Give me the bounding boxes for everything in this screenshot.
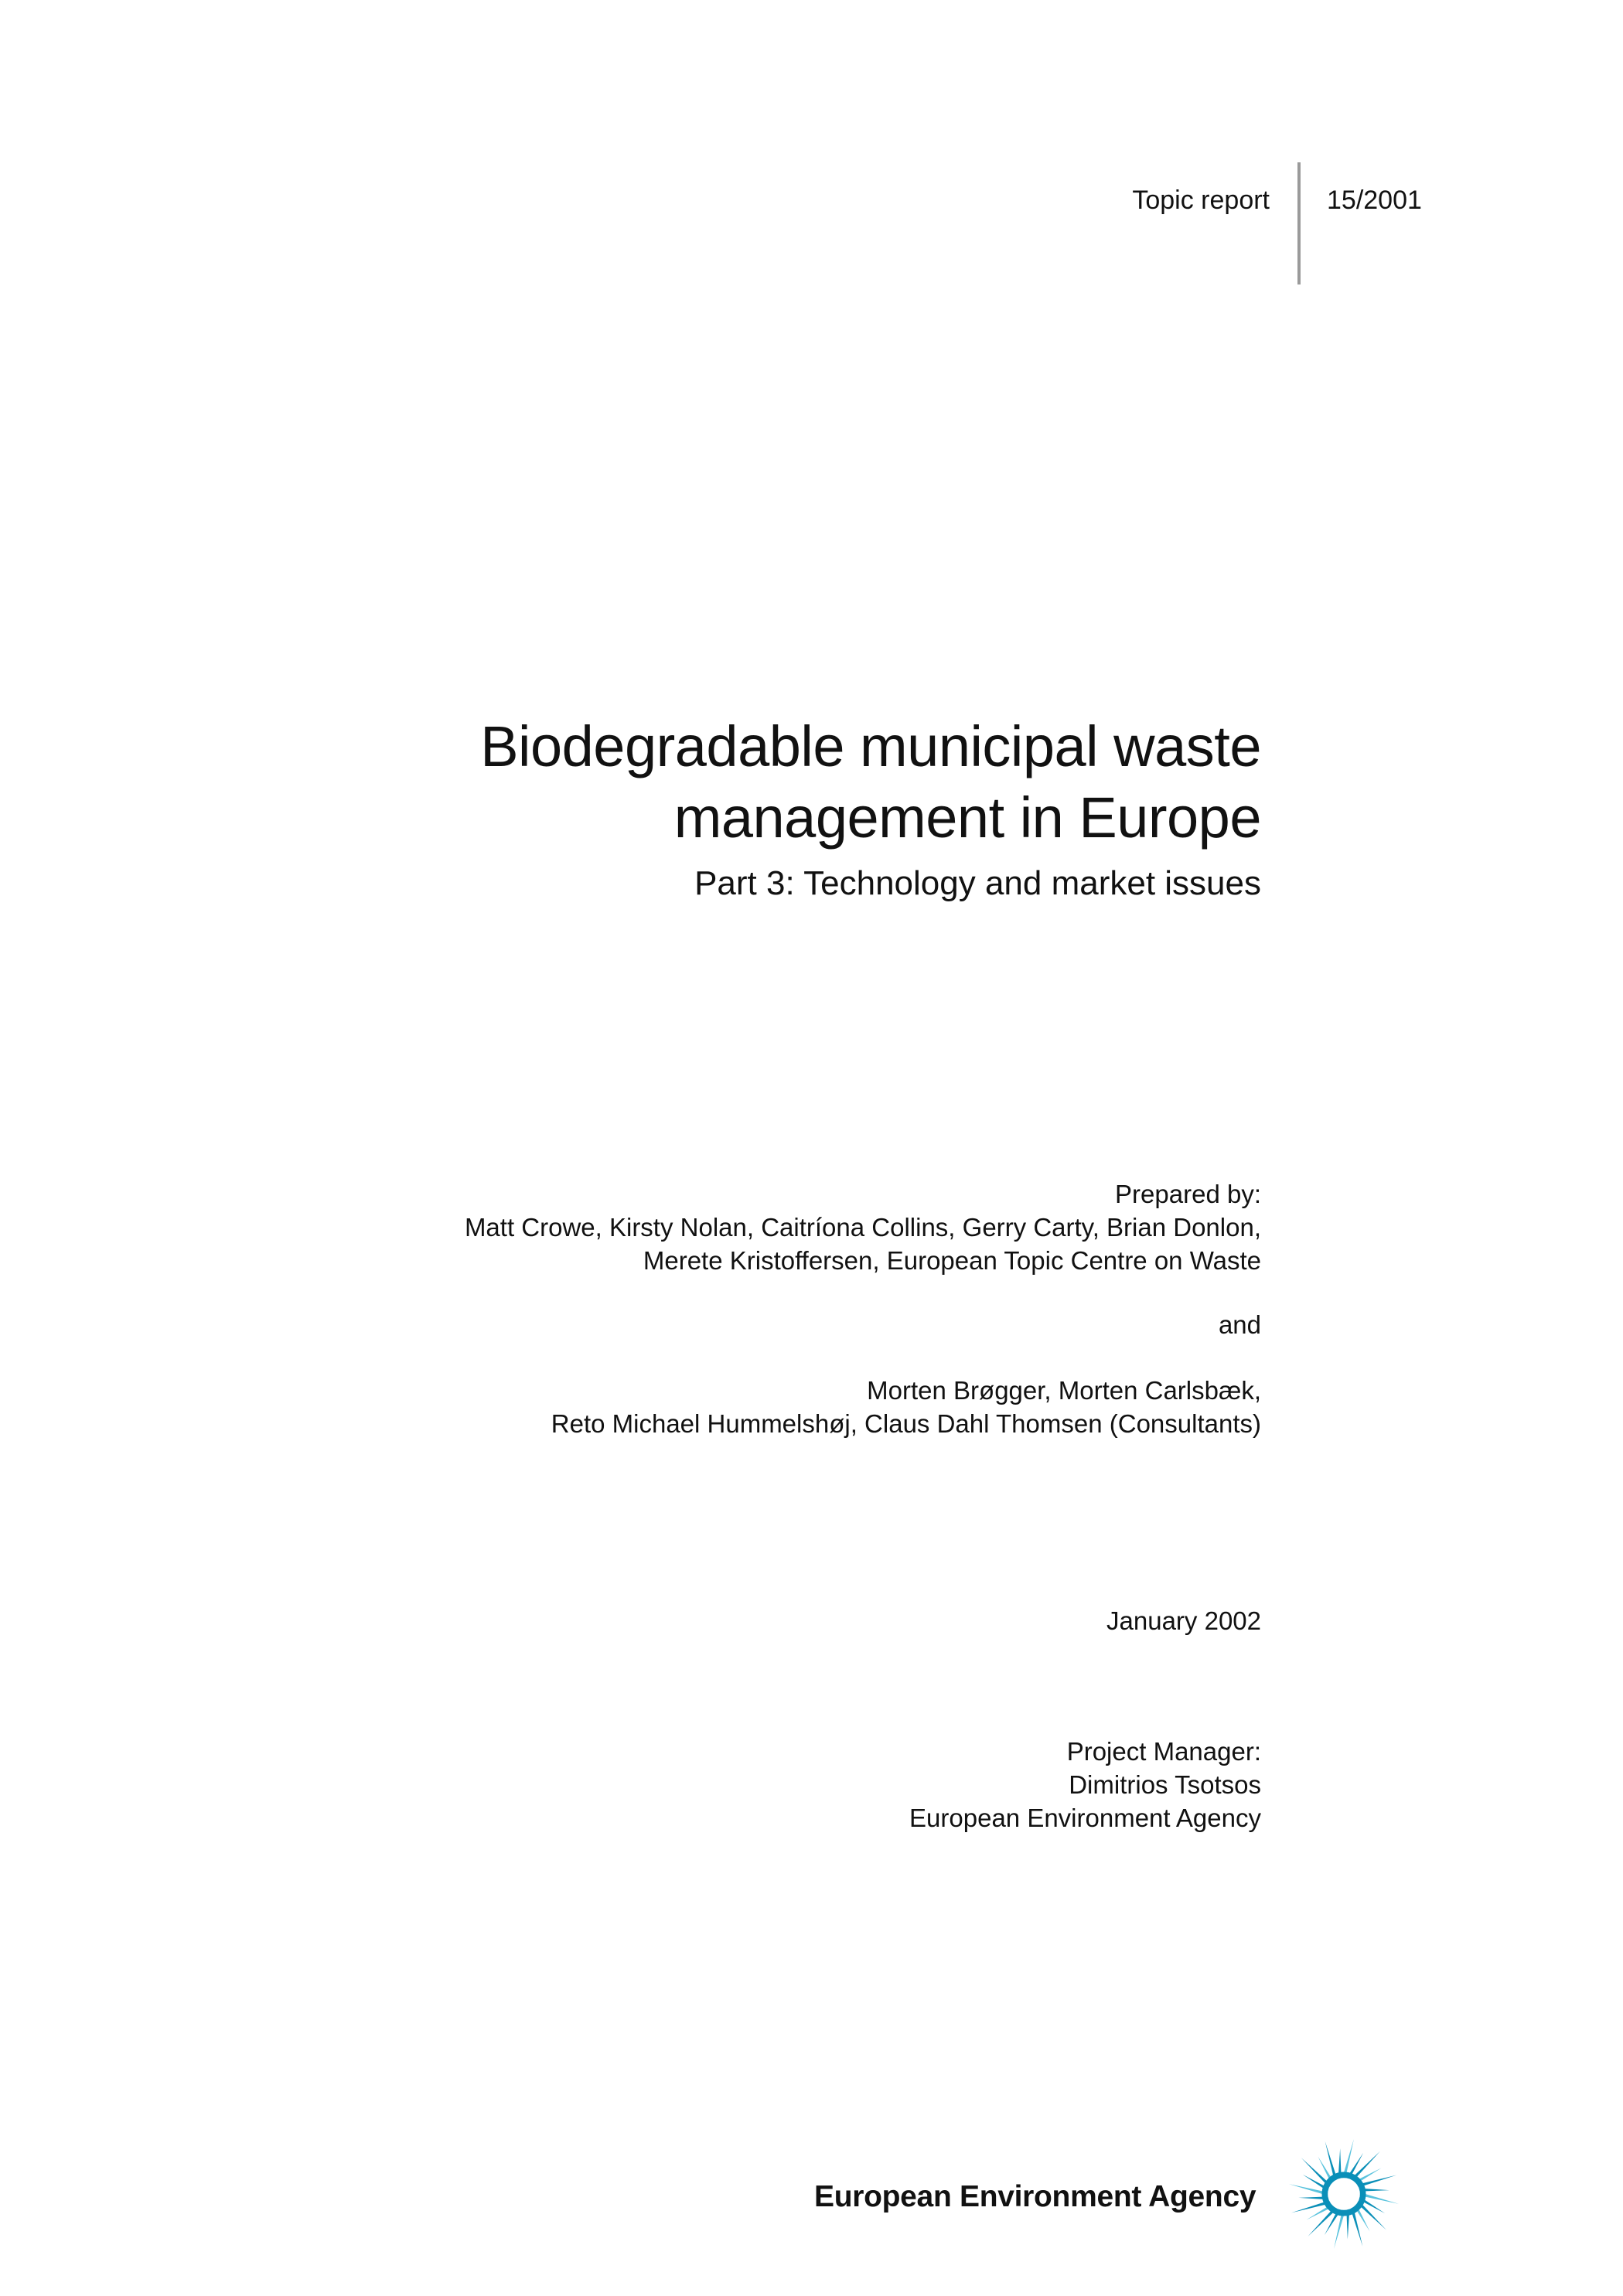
report-number: 15/2001 [1327,186,1422,215]
authors-block [465,1177,1261,1277]
agency-name: European Environment Agency [814,2180,1256,2213]
document-subtitle: Part 3: Technology and market issues [694,864,1261,902]
report-series: Topic report [1132,186,1270,215]
consultants-line-1: Morten Brøgger, Morten Carlsbæk, [867,1376,1261,1405]
authors-line-1: Matt Crowe, Kirsty Nolan, Caitríona Collins, Gerry Carty, Brian Donlon, [464,1213,1261,1242]
prepared-by-label: Prepared by: [1115,1180,1261,1208]
authors-line-2: Merete Kristoffersen, European Topic Centre on Waste [643,1246,1261,1275]
consultants-block [551,1374,1261,1440]
publication-date: January 2002 [1106,1606,1261,1635]
project-manager-label: Project Manager: [1066,1737,1261,1766]
eea-sun-logo-icon [1285,2135,1403,2253]
project-manager-organisation: European Environment Agency [909,1804,1261,1832]
consultants-line-2: Reto Michael Hummelshøj, Claus Dahl Thomsen (Consultants) [551,1409,1261,1438]
project-manager-name: Dimitrios Tsotsos [1069,1770,1261,1799]
title-line-1: Biodegradable municipal waste [480,714,1261,778]
document-title [480,711,1261,853]
project-manager-block [909,1735,1261,1834]
header-divider [1297,162,1301,284]
and-conjunction: and [1218,1310,1261,1339]
title-line-2: management in Europe [673,785,1261,850]
